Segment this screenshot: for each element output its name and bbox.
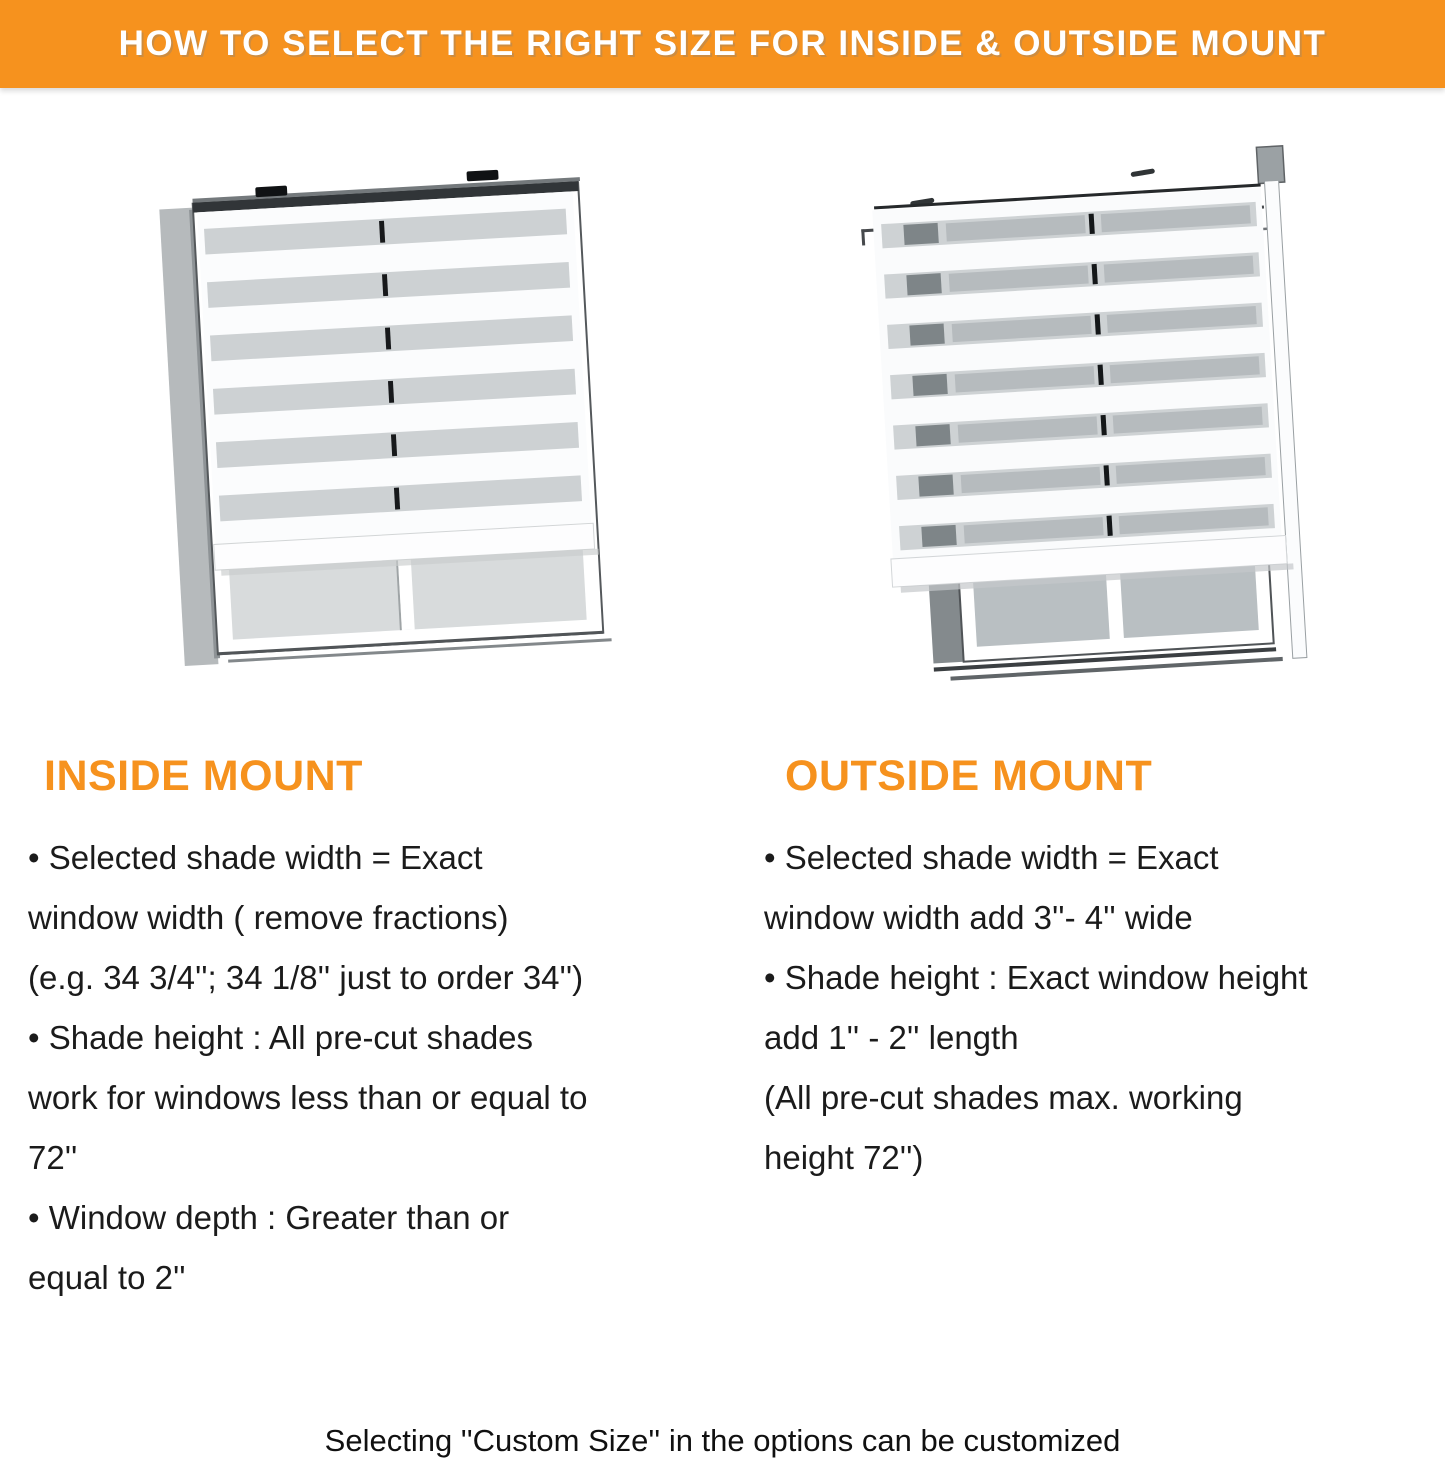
bullet-line: • Selected shade width = Exact <box>28 839 483 876</box>
inside-mount-bullets <box>28 828 587 1308</box>
bullet-line: • Shade height : Exact window height <box>764 959 1308 996</box>
bullet-line: equal to 2'' <box>28 1259 186 1296</box>
bullet-line: 72'' <box>28 1139 78 1176</box>
bullet-line: work for windows less than or equal to <box>28 1079 588 1116</box>
zebra-blind <box>870 183 1294 593</box>
bullet-line: • Selected shade width = Exact <box>764 839 1219 876</box>
bullet-line: • Shade height : All pre-cut shades <box>28 1019 534 1056</box>
bullet-line: (e.g. 34 3/4''; 34 1/8'' just to order 34'') <box>28 959 584 996</box>
inside-mount-heading: INSIDE MOUNT <box>44 752 363 800</box>
outside-mount-illustration <box>850 134 1312 734</box>
bullet-line: window width add 3''- 4'' wide <box>764 899 1193 936</box>
outside-mount-bullets <box>764 828 1308 1188</box>
banner-title: HOW TO SELECT THE RIGHT SIZE FOR INSIDE & OUTSIDE MOUNT <box>118 24 1327 63</box>
zebra-blind <box>195 191 599 576</box>
bullet-line: • Window depth : Greater than or <box>28 1199 510 1236</box>
bullet-line: window width ( remove fractions) <box>28 899 509 936</box>
outside-mount-window-drawing <box>850 134 1312 734</box>
bullet-line: (All pre-cut shades max. working <box>764 1079 1243 1116</box>
bullet-line: add 1'' - 2'' length <box>764 1019 1019 1056</box>
outside-mount-heading: OUTSIDE MOUNT <box>785 752 1153 800</box>
banner <box>0 0 1445 88</box>
bracket-cap <box>1256 146 1284 184</box>
inside-mount-window-drawing <box>152 142 632 712</box>
bullet-line: height 72'') <box>764 1139 924 1176</box>
custom-size-note: Selecting ''Custom Size'' in the options can be customized <box>324 1423 1121 1458</box>
inside-mount-illustration <box>152 142 632 712</box>
